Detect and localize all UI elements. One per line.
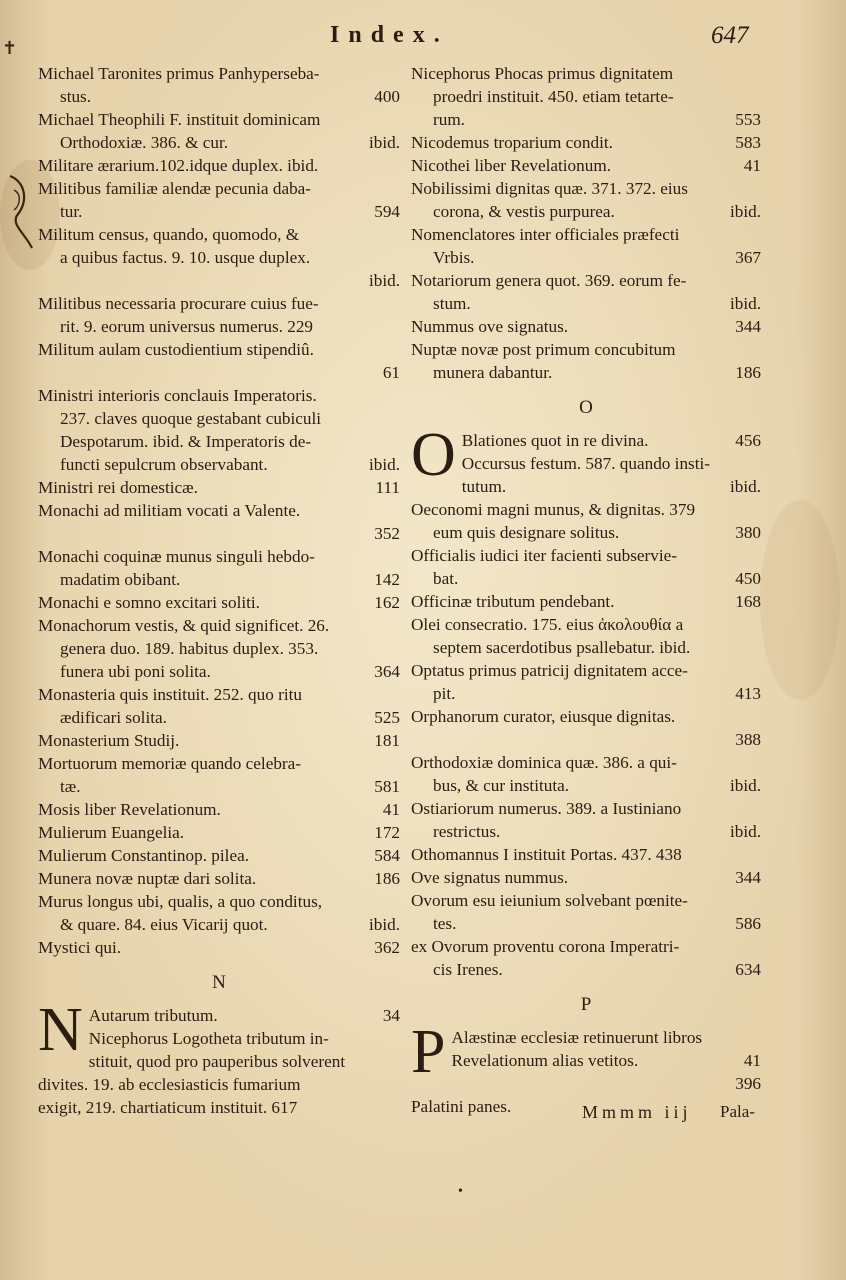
ink-dot: • bbox=[458, 1184, 463, 1199]
index-entry bbox=[38, 683, 400, 729]
index-line: Palatini panes. bbox=[411, 1097, 512, 1116]
index-line bbox=[411, 292, 761, 315]
entry-text: Nicothei liber Revelationum. bbox=[411, 156, 611, 175]
page-ref: 41 bbox=[743, 1051, 761, 1070]
index-entry bbox=[411, 751, 761, 797]
index-entry bbox=[38, 384, 400, 476]
index-line: proedri instituit. 450. etiam tetarte- bbox=[433, 87, 674, 106]
index-entry bbox=[38, 499, 400, 545]
index-entry bbox=[38, 844, 400, 867]
page-ref: ibid. bbox=[729, 477, 761, 496]
index-line: Militibus necessaria procurare cuius fue- bbox=[38, 294, 319, 313]
index-line: Othomannus I instituit Portas. 437. 438 bbox=[411, 845, 682, 864]
index-line: Nuptæ novæ post primum concubitum bbox=[411, 340, 676, 359]
index-line bbox=[411, 131, 761, 154]
index-line bbox=[411, 912, 761, 935]
dropcap-n: N bbox=[38, 996, 83, 1064]
page-ref: 34 bbox=[382, 1006, 400, 1025]
o-section bbox=[411, 421, 761, 498]
index-entry bbox=[411, 866, 761, 889]
entry-text: eum quis designare solitus. bbox=[433, 523, 620, 542]
page-ref: ibid. bbox=[368, 455, 400, 474]
index-line: Monachi coquinæ munus singuli hebdo- bbox=[38, 547, 315, 566]
index-line: a quibus factus. 9. 10. usque duplex. bbox=[60, 248, 311, 267]
catchword: Pala- bbox=[720, 1102, 755, 1121]
page-ref: 362 bbox=[374, 938, 400, 957]
index-line: Officialis iudici iter facienti subservie- bbox=[411, 546, 677, 565]
page-ref: ibid. bbox=[729, 822, 761, 841]
n-lines bbox=[38, 996, 400, 1119]
index-line bbox=[462, 475, 761, 498]
index-line bbox=[38, 798, 400, 821]
index-line bbox=[411, 361, 761, 384]
index-line bbox=[411, 728, 761, 751]
index-line: rit. 9. eorum universus numerus. 229 bbox=[60, 317, 314, 336]
entry-text: ædificari solita. bbox=[60, 708, 167, 727]
running-header bbox=[0, 22, 846, 52]
entry-text: Munera novæ nuptæ dari solita. bbox=[38, 869, 257, 888]
right-column bbox=[411, 62, 761, 1118]
page-ref: ibid. bbox=[368, 133, 400, 152]
index-entry bbox=[38, 936, 400, 959]
page-ref: 583 bbox=[735, 133, 761, 152]
entry-text: functi sepulcrum observabant. bbox=[60, 455, 268, 474]
index-line bbox=[38, 568, 400, 591]
page-ref: 525 bbox=[374, 708, 400, 727]
index-line bbox=[411, 154, 761, 177]
entry-text: Nummus ove signatus. bbox=[411, 317, 569, 336]
entry-text: Ove signatus nummus. bbox=[411, 868, 569, 887]
index-entry bbox=[38, 108, 400, 154]
right-entries-o bbox=[411, 498, 761, 981]
index-line: 237. claves quoque gestabant cubiculi bbox=[60, 409, 322, 428]
index-line: Oeconomi magni munus, & dignitas. 379 bbox=[411, 500, 696, 519]
page-ref: 388 bbox=[735, 730, 761, 749]
page-ref: 352 bbox=[374, 524, 400, 543]
page-ref: 142 bbox=[374, 570, 400, 589]
page-ref: 186 bbox=[735, 363, 761, 382]
index-entry bbox=[38, 890, 400, 936]
index-line: Orthodoxiæ dominica quæ. 386. a qui- bbox=[411, 753, 677, 772]
index-line: Ovorum esu ieiunium solvebant pœnite- bbox=[411, 891, 688, 910]
page-ref: 367 bbox=[735, 248, 761, 267]
index-line: Murus longus ubi, qualis, a quo conditus, bbox=[38, 892, 323, 911]
page-ref: ibid. bbox=[729, 202, 761, 221]
index-line bbox=[38, 729, 400, 752]
index-entry bbox=[411, 62, 761, 131]
index-line: Monachi ad militiam vocati a Valente. bbox=[38, 501, 301, 520]
index-line: Mortuorum memoriæ quando celebra- bbox=[38, 754, 301, 773]
index-entry bbox=[38, 752, 400, 798]
index-entry bbox=[411, 705, 761, 751]
page-ref: 162 bbox=[374, 593, 400, 612]
dropcap-o: O bbox=[411, 421, 456, 489]
entry-text: tæ. bbox=[60, 777, 81, 796]
page-ref: 584 bbox=[374, 846, 400, 865]
entry-text: cis Irenes. bbox=[433, 960, 503, 979]
page-ref: 172 bbox=[374, 823, 400, 842]
index-line bbox=[38, 591, 400, 614]
entry-text: tur. bbox=[60, 202, 83, 221]
index-entry bbox=[38, 867, 400, 890]
entry-text: Nicodemus troparium condit. bbox=[411, 133, 613, 152]
index-entry bbox=[38, 62, 400, 108]
index-line: Ostiariorum numerus. 389. a Iustiniano bbox=[411, 799, 682, 818]
index-entry bbox=[38, 338, 400, 384]
index-line: Orphanorum curator, eiusque dignitas. bbox=[411, 707, 676, 726]
index-line: Monasteria quis instituit. 252. quo ritu bbox=[38, 685, 303, 704]
index-line bbox=[411, 108, 761, 131]
page-ref: 364 bbox=[374, 662, 400, 681]
index-line bbox=[38, 706, 400, 729]
index-line: Olei consecratio. 175. eius ἀκολουθία a bbox=[411, 615, 684, 634]
entry-text: stus. bbox=[60, 87, 92, 106]
index-line bbox=[411, 590, 761, 613]
index-entry bbox=[38, 476, 400, 499]
index-line bbox=[38, 913, 400, 936]
n-section bbox=[38, 996, 400, 1119]
page-ref: 181 bbox=[374, 731, 400, 750]
index-entry bbox=[411, 590, 761, 613]
entry-text: Vrbis. bbox=[433, 248, 475, 267]
entry-text: Monachi e somno excitari soliti. bbox=[38, 593, 260, 612]
left-column bbox=[38, 62, 400, 1119]
entry-text: stum. bbox=[433, 294, 471, 313]
page-ref: 400 bbox=[374, 87, 400, 106]
entry-text: pit. bbox=[433, 684, 456, 703]
page-ref: 586 bbox=[735, 914, 761, 933]
index-line: Militum census, quando, quomodo, & bbox=[38, 225, 300, 244]
index-line bbox=[411, 521, 761, 544]
section-letter-o: O bbox=[579, 397, 593, 418]
index-line: septem sacerdotibus psallebatur. ibid. bbox=[433, 638, 691, 657]
index-line bbox=[38, 522, 400, 545]
index-entry bbox=[38, 614, 400, 683]
page-ref: 111 bbox=[375, 478, 400, 497]
index-line bbox=[38, 361, 400, 384]
index-line bbox=[411, 958, 761, 981]
right-entries-n bbox=[411, 62, 761, 384]
page-ref: ibid. bbox=[368, 915, 400, 934]
index-line: divites. 19. ab ecclesiasticis fumarium bbox=[38, 1075, 301, 1094]
index-line bbox=[38, 476, 400, 499]
index-entry bbox=[38, 223, 400, 292]
page-ref: 61 bbox=[382, 363, 400, 382]
index-line: genera duo. 189. habitus duplex. 353. bbox=[60, 639, 319, 658]
index-line: Militum aulam custodientium stipendiû. bbox=[38, 340, 314, 359]
entry-text: Orthodoxiæ. 386. & cur. bbox=[60, 133, 229, 152]
page-ref: 413 bbox=[735, 684, 761, 703]
entry-text: Mosis liber Revelationum. bbox=[38, 800, 221, 819]
index-line: Militibus familiæ alendæ pecunia daba- bbox=[38, 179, 312, 198]
index-line bbox=[411, 246, 761, 269]
index-entry bbox=[411, 131, 761, 154]
entry-text: Revelationum alias vetitos. bbox=[451, 1051, 639, 1070]
index-line bbox=[411, 866, 761, 889]
index-entry bbox=[411, 935, 761, 981]
index-entry bbox=[411, 315, 761, 338]
index-entry bbox=[38, 177, 400, 223]
page-ref: 344 bbox=[735, 317, 761, 336]
entry-text: munera dabantur. bbox=[433, 363, 553, 382]
index-line bbox=[38, 269, 400, 292]
entry-text: restrictus. bbox=[433, 822, 501, 841]
entry-text: Mulierum Constantinop. pilea. bbox=[38, 846, 250, 865]
entry-text: Officinæ tributum pendebant. bbox=[411, 592, 615, 611]
page-ref: 594 bbox=[374, 202, 400, 221]
page-ref: 380 bbox=[735, 523, 761, 542]
page-ref: 41 bbox=[382, 800, 400, 819]
index-line: Optatus primus patricij dignitatem acce- bbox=[411, 661, 688, 680]
index-line bbox=[38, 936, 400, 959]
index-line: Michael Taronites primus Panhyperseba- bbox=[38, 64, 320, 83]
index-line bbox=[38, 200, 400, 223]
entry-text: & quare. 84. eius Vicarij quot. bbox=[60, 915, 268, 934]
index-entry bbox=[411, 797, 761, 843]
index-entry bbox=[38, 292, 400, 338]
page-ref: ibid. bbox=[729, 294, 761, 313]
index-line: exigit, 219. chartiaticum instituit. 617 bbox=[38, 1098, 298, 1117]
index-line bbox=[38, 821, 400, 844]
index-line bbox=[38, 844, 400, 867]
section-letter-n: N bbox=[212, 972, 226, 993]
index-line bbox=[411, 774, 761, 797]
index-entry bbox=[38, 821, 400, 844]
index-entry bbox=[411, 338, 761, 384]
index-line bbox=[411, 682, 761, 705]
index-line bbox=[451, 1049, 761, 1072]
index-entry bbox=[38, 545, 400, 591]
index-line bbox=[38, 867, 400, 890]
entry-text: Autarum tributum. bbox=[88, 1006, 218, 1025]
index-line bbox=[411, 315, 761, 338]
page-ref: 553 bbox=[735, 110, 761, 129]
index-entry bbox=[411, 889, 761, 935]
page-title: Index. bbox=[330, 22, 449, 48]
index-line: stituit, quod pro pauperibus solverent bbox=[88, 1052, 346, 1071]
index-line: ex Ovorum proventu corona Imperatri- bbox=[411, 937, 680, 956]
index-line: Occursus festum. 587. quando insti- bbox=[461, 454, 711, 473]
page-number: 647 bbox=[711, 22, 749, 49]
entry-text: tes. bbox=[433, 914, 457, 933]
index-line bbox=[38, 660, 400, 683]
index-line bbox=[89, 1004, 400, 1027]
page-ref: 581 bbox=[374, 777, 400, 796]
page-ref: 456 bbox=[735, 431, 761, 450]
index-line: Nomenclatores inter officiales præfecti bbox=[411, 225, 680, 244]
index-line bbox=[38, 131, 400, 154]
entry-text: madatim obibant. bbox=[60, 570, 181, 589]
index-line: Militare ærarium.102.idque duplex. ibid. bbox=[38, 156, 319, 175]
page-ref: 450 bbox=[735, 569, 761, 588]
page-ref: ibid. bbox=[729, 776, 761, 795]
index-line: Nicephorus Phocas primus dignitatem bbox=[411, 64, 674, 83]
index-line: Ministri interioris conclauis Imperatoris. bbox=[38, 386, 317, 405]
page-stain bbox=[760, 500, 840, 700]
o-lines bbox=[411, 421, 761, 498]
page-ref: 396 bbox=[735, 1074, 761, 1093]
index-entry bbox=[411, 269, 761, 315]
index-line bbox=[38, 85, 400, 108]
signature-mark: Mmmm iij bbox=[582, 1102, 692, 1122]
index-line bbox=[451, 1072, 761, 1095]
page-ref: 344 bbox=[735, 868, 761, 887]
entry-text: corona, & vestis purpurea. bbox=[433, 202, 615, 221]
entry-text: Mulierum Euangelia. bbox=[38, 823, 185, 842]
index-entry bbox=[411, 613, 761, 659]
index-entry bbox=[411, 177, 761, 223]
entry-text: tutum. bbox=[461, 477, 507, 496]
index-line bbox=[411, 820, 761, 843]
index-entry bbox=[411, 223, 761, 269]
index-line bbox=[411, 200, 761, 223]
index-line: Alæstinæ ecclesiæ retinuerunt libros bbox=[451, 1028, 703, 1047]
index-line: Notariorum genera quot. 369. eorum fe- bbox=[411, 271, 687, 290]
entry-text: bat. bbox=[433, 569, 459, 588]
index-entry bbox=[411, 843, 761, 866]
index-entry bbox=[411, 544, 761, 590]
index-line: Michael Theophili F. instituit dominicam bbox=[38, 110, 321, 129]
index-line bbox=[38, 453, 400, 476]
index-line: Nicephorus Logotheta tributum in- bbox=[88, 1029, 329, 1048]
index-line bbox=[411, 567, 761, 590]
entry-text: Ministri rei domesticæ. bbox=[38, 478, 198, 497]
index-line: Nobilissimi dignitas quæ. 371. 372. eius bbox=[411, 179, 688, 198]
margin-mark: ✝ bbox=[2, 38, 18, 58]
page-ref: 41 bbox=[743, 156, 761, 175]
index-entry bbox=[38, 591, 400, 614]
ink-scribble-icon bbox=[6, 172, 36, 252]
index-line bbox=[462, 429, 761, 452]
index-entry bbox=[411, 659, 761, 705]
page-ref: 634 bbox=[735, 960, 761, 979]
dropcap-p: P bbox=[411, 1018, 446, 1086]
entry-text: funera ubi poni solita. bbox=[60, 662, 211, 681]
entry-text: Monasterium Studij. bbox=[38, 731, 180, 750]
page-ref: 186 bbox=[374, 869, 400, 888]
section-letter-p: P bbox=[580, 994, 592, 1015]
entry-text: Blationes quot in re divina. bbox=[461, 431, 649, 450]
index-line bbox=[38, 775, 400, 798]
left-entries bbox=[38, 62, 400, 959]
entry-text: bus, & cur instituta. bbox=[433, 776, 570, 795]
entry-text: Mystici qui. bbox=[38, 938, 122, 957]
index-entry bbox=[411, 498, 761, 544]
page-ref: ibid. bbox=[368, 271, 400, 290]
index-entry bbox=[38, 154, 400, 177]
page-ref: 168 bbox=[735, 592, 761, 611]
index-entry bbox=[411, 154, 761, 177]
index-line: Monachorum vestis, & quid significet. 26. bbox=[38, 616, 330, 635]
index-entry bbox=[38, 729, 400, 752]
index-line: Despotarum. ibid. & Imperatoris de- bbox=[60, 432, 312, 451]
index-entry bbox=[38, 798, 400, 821]
entry-text: rum. bbox=[433, 110, 465, 129]
